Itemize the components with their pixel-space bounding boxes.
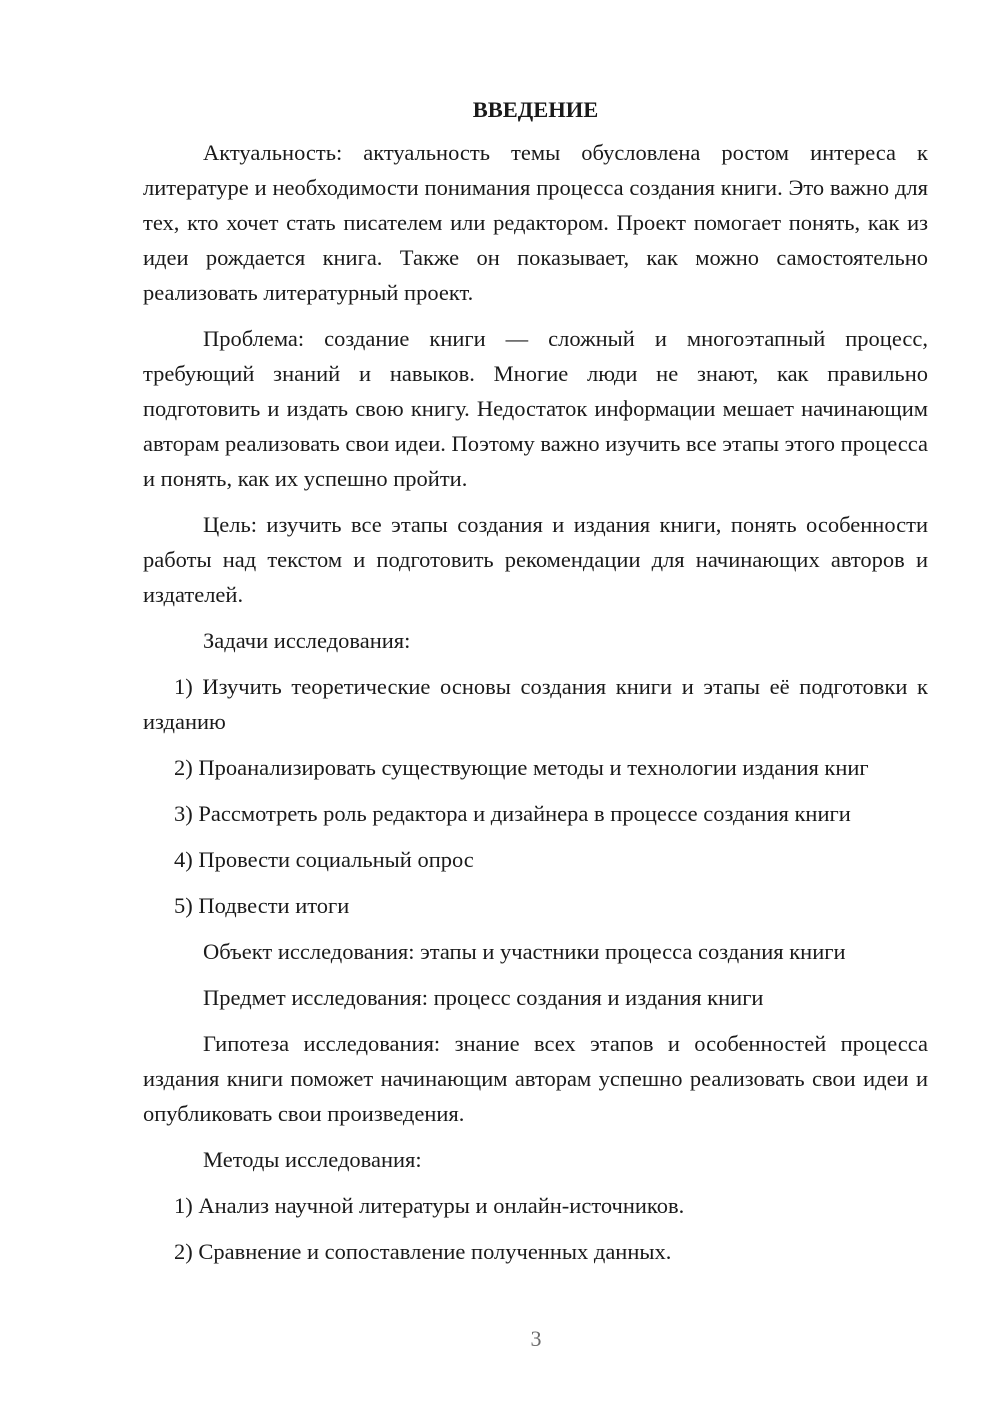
task-item: 2) Проанализировать существующие методы и технологии издания книг [174, 755, 869, 780]
tasks-heading: Задачи исследования: [203, 628, 411, 653]
page-content [143, 92, 928, 1280]
subject-paragraph: Предмет исследования: процесс создания и издания книги [203, 985, 764, 1010]
object-paragraph: Объект исследования: этапы и участники процесса создания книги [203, 939, 846, 964]
page-title: ВВЕДЕНИЕ [472, 97, 599, 122]
hypothesis-paragraph: Гипотеза исследования: знание всех этапов и особенностей процесса издания книги поможет начинающим авторам успешно реализовать свои идеи и опубликовать свои произведения. [143, 1031, 928, 1126]
method-item: 2) Сравнение и сопоставление полученных данных. [174, 1239, 672, 1264]
task-item: 5) Подвести итоги [174, 893, 350, 918]
task-item: 4) Провести социальный опрос [174, 847, 474, 872]
method-item: 1) Анализ научной литературы и онлайн-источников. [174, 1193, 685, 1218]
methods-heading: Методы исследования: [203, 1147, 422, 1172]
task-item: 3) Рассмотреть роль редактора и дизайнера в процессе создания книги [174, 801, 851, 826]
page-number: 3 [530, 1326, 542, 1351]
task-item: 1) Изучить теоретические основы создания книги и этапы её подготовки к изданию [143, 674, 928, 734]
relevance-paragraph: Актуальность: актуальность темы обусловлена ростом интереса к литературе и необходимости понимания процесса создания книги. Это важно для тех, кто хочет стать писателем или редактором. Проект помогает понять, как из идеи рождается книга. Также он показывает, как можно самостоятельно реализовать литературный проект. [143, 140, 928, 305]
goal-paragraph: Цель: изучить все этапы создания и издания книги, понять особенности работы над текстом и подготовить рекомендации для начинающих авторов и издателей. [143, 512, 928, 607]
problem-paragraph: Проблема: создание книги — сложный и многоэтапный процесс, требующий знаний и навыков. Многие люди не знают, как правильно подготовить и издать свою книгу. Недостаток информации мешает начинающим авторам реализовать свои идеи. Поэтому важно изучить все этапы этого процесса и понять, как их успешно пройти. [143, 326, 928, 491]
